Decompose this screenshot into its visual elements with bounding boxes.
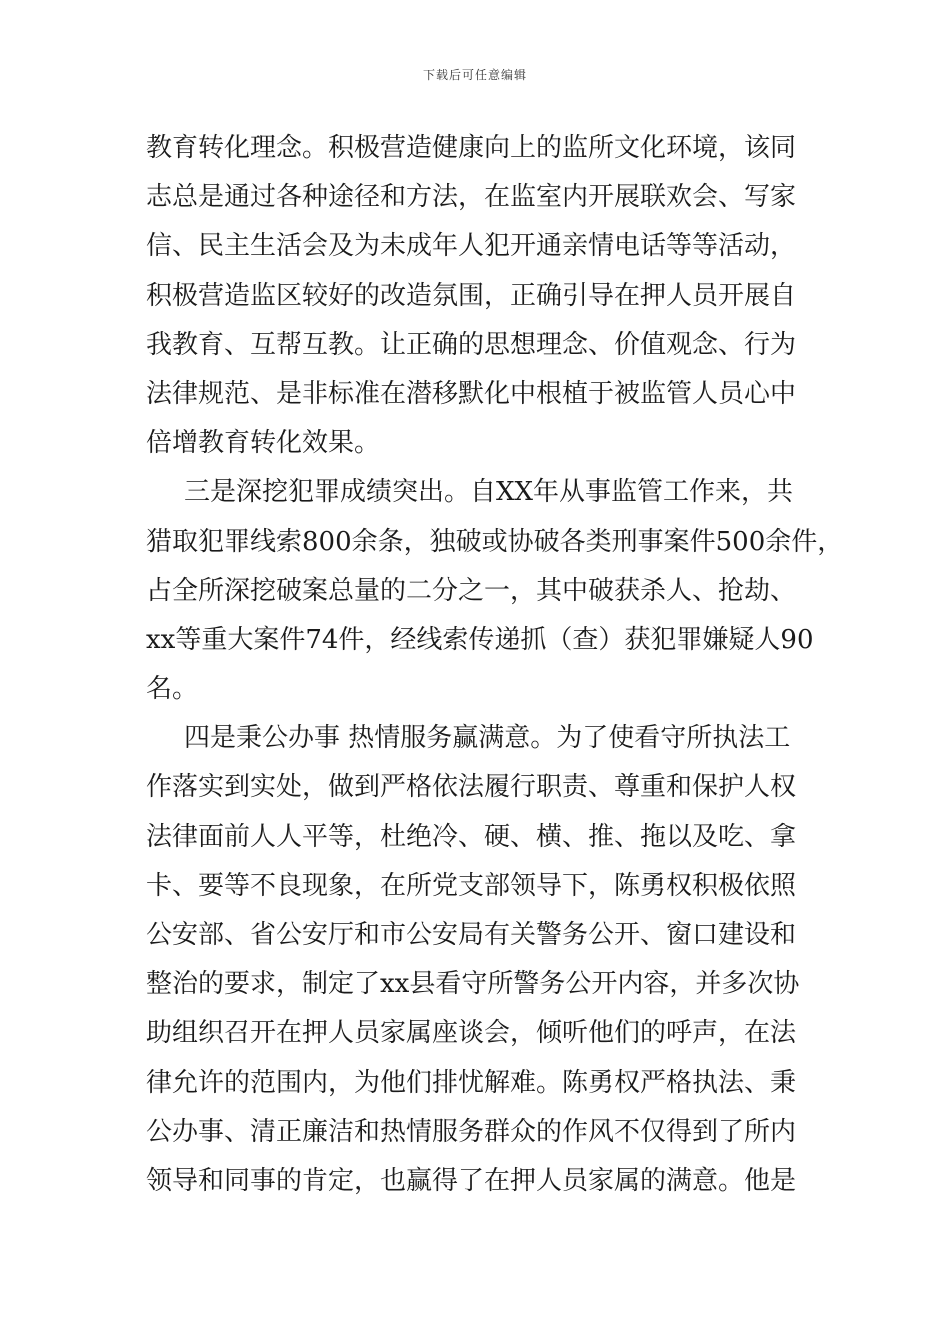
text-line: 志总是通过各种途径和方法，在监室内开展联欢会、写家 [146, 182, 797, 213]
text-line: 信、民主生活会及为未成年人犯开通亲情电话等等活动， [146, 231, 797, 262]
paragraph-start-line: 四是秉公办事 热情服务赢满意。为了使看守所执法工 [184, 723, 791, 754]
text-line: 我教育、互帮互教。让正确的思想理念、价值观念、行为 [146, 329, 797, 360]
text-line: 占全所深挖破案总量的二分之一，其中破获杀人、抢劫、 [146, 575, 797, 606]
document-body [146, 124, 844, 1206]
text-line: 积极营造监区较好的改造氛围，正确引导在押人员开展自 [146, 280, 797, 311]
text-line: xx等重大案件74件，经线索传递抓（查）获犯罪嫌疑人90 [146, 624, 814, 655]
text-line: 猎取犯罪线索800余条，独破或协破各类刑事案件500余件， [146, 526, 844, 557]
text-line: 助组织召开在押人员家属座谈会，倾听他们的呼声，在法 [146, 1018, 797, 1049]
text-line: 法律规范、是非标准在潜移默化中根植于被监管人员心中 [146, 378, 797, 409]
text-line: 教育转化理念。积极营造健康向上的监所文化环境，该同 [146, 133, 797, 163]
text-line: 倍增教育转化效果。 [146, 428, 381, 459]
text-line: 公安部、省公安厅和市公安局有关警务公开、窗口建设和 [146, 920, 797, 950]
page-header: 下载后可任意编辑 [422, 68, 527, 82]
text-line: 法律面前人人平等，杜绝冷、硬、横、推、拖以及吃、拿 [146, 821, 797, 852]
text-line: 领导和同事的肯定，也赢得了在押人员家属的满意。他是 [146, 1165, 797, 1196]
paragraph-start-line: 三是深挖犯罪成绩突出。自XX年从事监管工作来，共 [184, 477, 794, 508]
text-line: 卡、要等不良现象，在所党支部领导下，陈勇权积极依照 [146, 870, 797, 901]
text-line: 作落实到实处，做到严格依法履行职责、尊重和保护人权 [146, 772, 797, 803]
text-line: 整治的要求，制定了xx县看守所警务公开内容，并多次协 [146, 969, 800, 1000]
text-line: 名。 [146, 674, 199, 705]
text-line: 律允许的范围内，为他们排忧解难。陈勇权严格执法、秉 [146, 1067, 797, 1098]
text-line: 公办事、清正廉洁和热情服务群众的作风不仅得到了所内 [146, 1116, 797, 1147]
